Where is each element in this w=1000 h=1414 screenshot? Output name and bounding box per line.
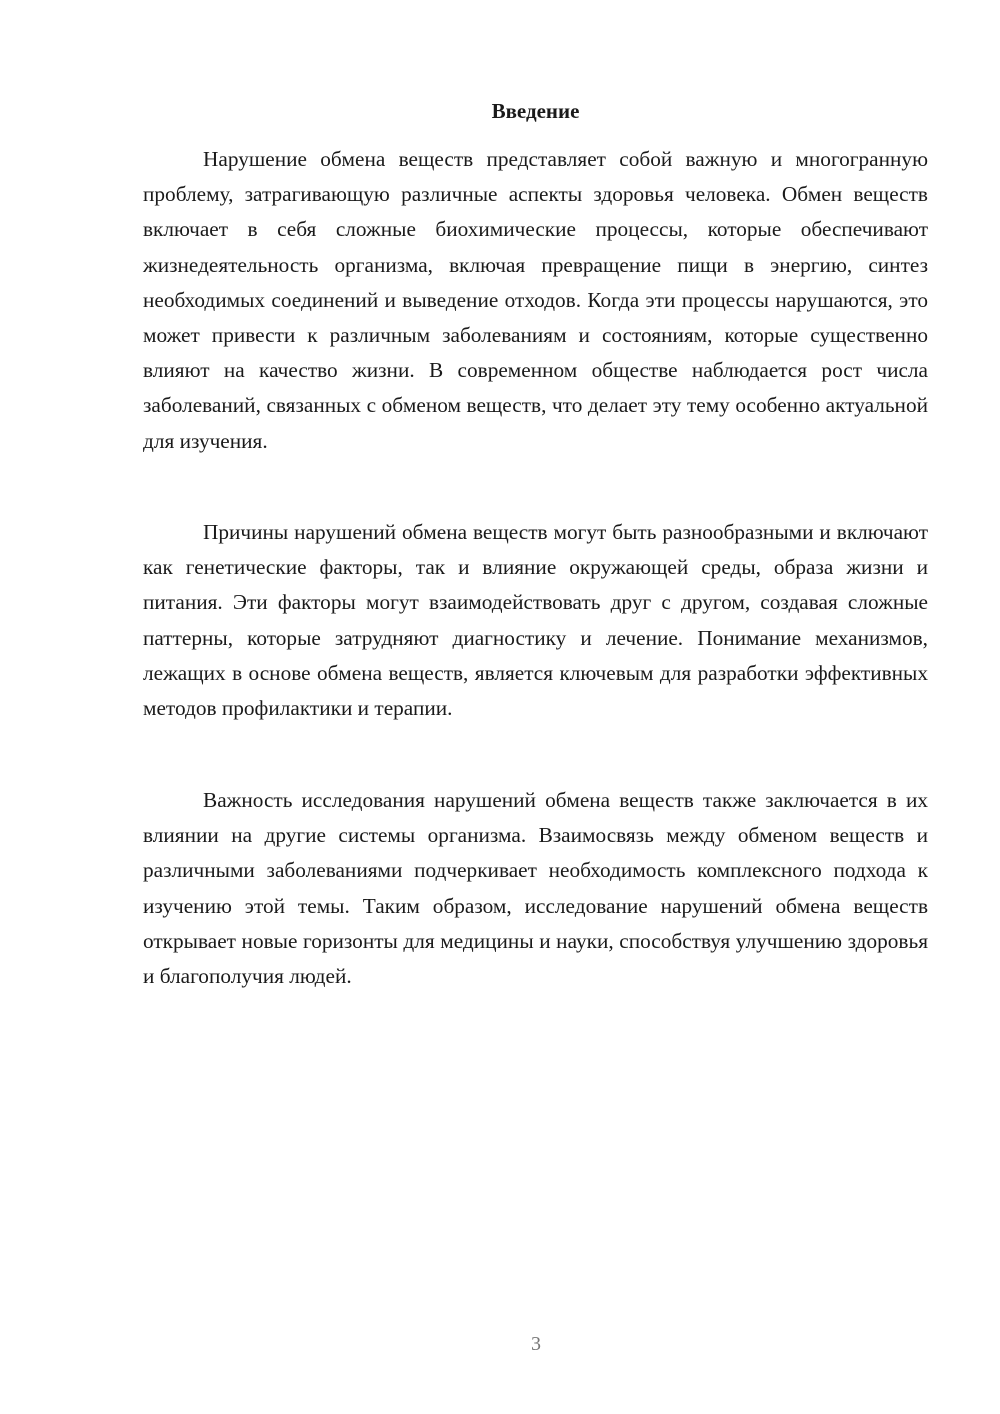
page-number: 3 xyxy=(531,1333,541,1355)
paragraph-intro: Нарушение обмена веществ представляет собой важную и многогранную проблему, затрагивающую различные аспекты здоровья человека. Обмен веществ включает в себя сложные биохимические процессы, которые обеспечивают жизнедеятельность организма, включая превращение пищи в энергию, синтез необходимых соединений и выведение отходов. Когда эти процессы нарушаются, это может привести к различным заболеваниям и состояниям, которые существенно влияют на качество жизни. В современном обществе наблюдается рост числа заболеваний, связанных с обменом веществ, что делает эту тему особенно актуальной для изучения. xyxy=(143,147,928,453)
section-title: Введение xyxy=(491,99,580,123)
paragraph-importance: Важность исследования нарушений обмена веществ также заключается в их влиянии на другие системы организма. Взаимосвязь между обменом веществ и различными заболеваниями подчеркивает необходимость комплексного подхода к изучению этой темы. Таким образом, исследование нарушений обмена веществ открывает новые горизонты для медицины и науки, способствуя улучшению здоровья и благополучия людей. xyxy=(143,788,928,989)
paragraph-causes: Причины нарушений обмена веществ могут быть разнообразными и включают как генетические факторы, так и влияние окружающей среды, образа жизни и питания. Эти факторы могут взаимодействовать друг с другом, создавая сложные паттерны, которые затрудняют диагностику и лечение. Понимание механизмов, лежащих в основе обмена веществ, является ключевым для разработки эффективных методов профилактики и терапии. xyxy=(143,520,928,721)
